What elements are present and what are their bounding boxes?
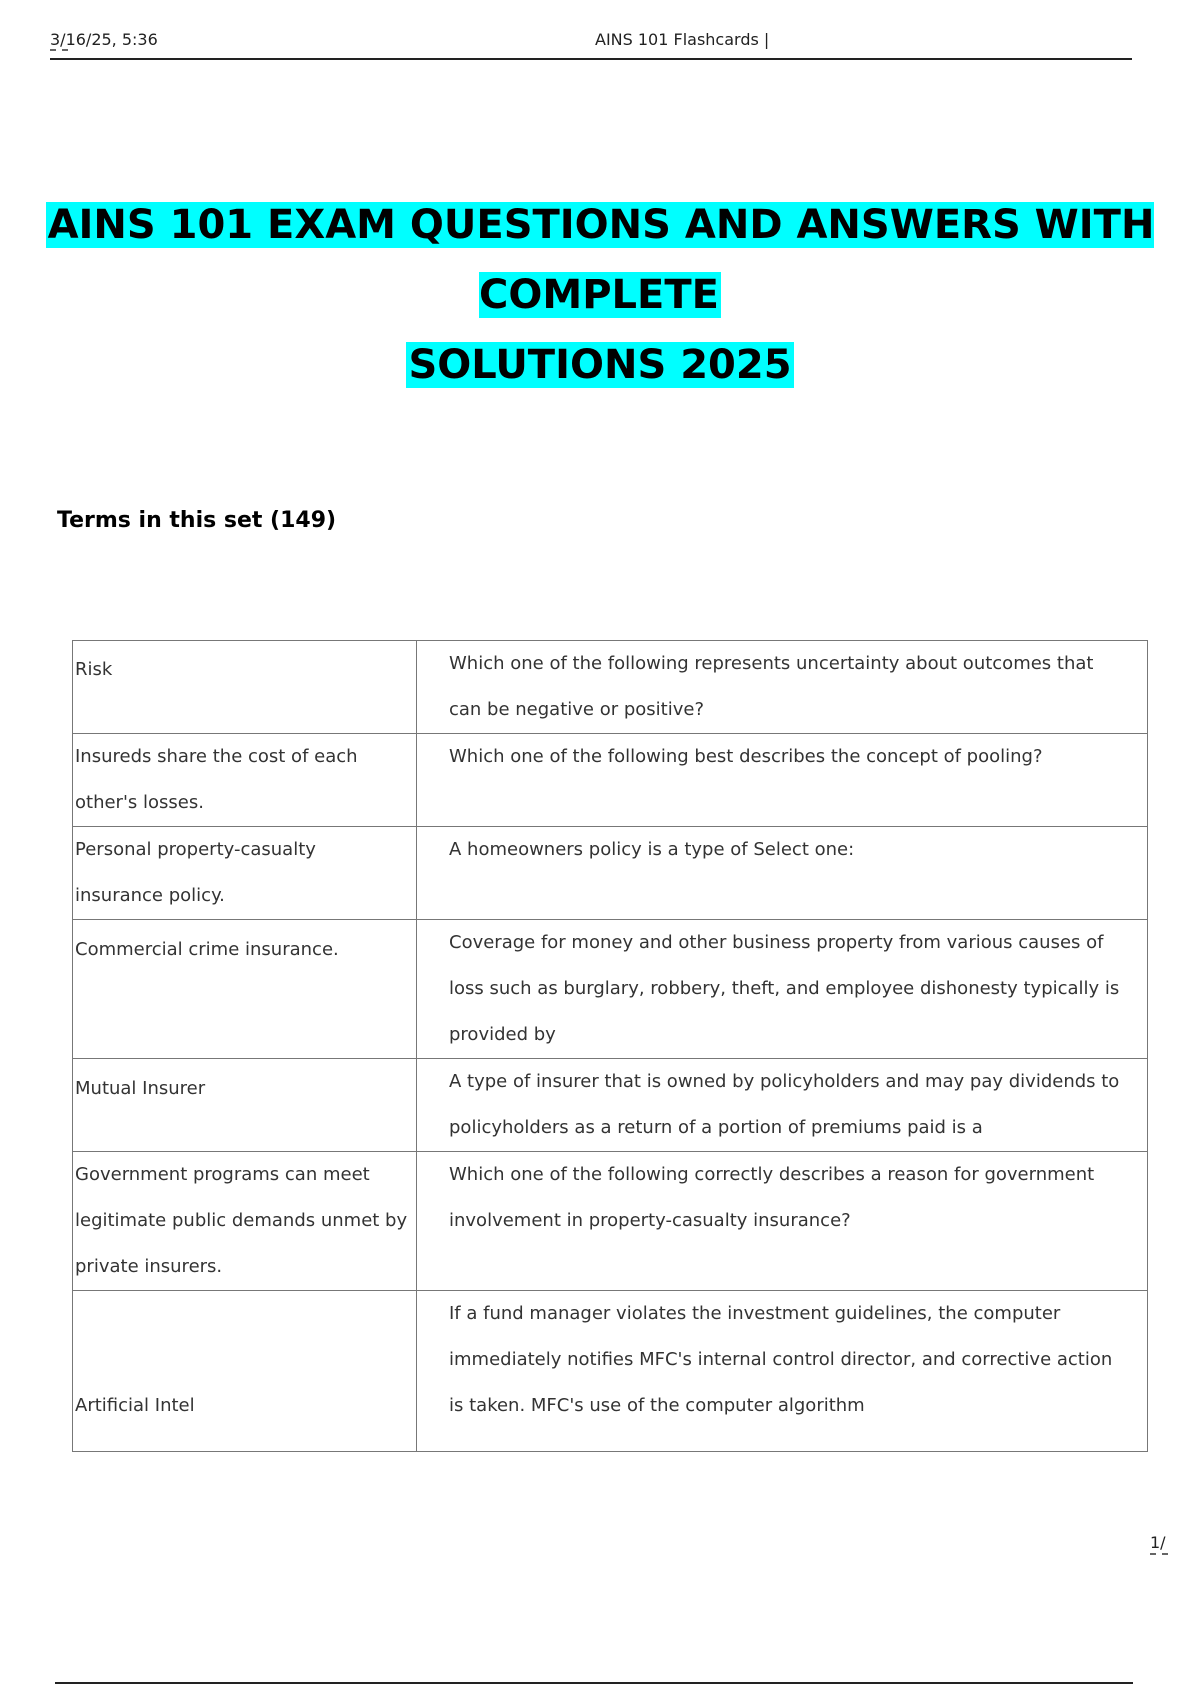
- table-row: [73, 1059, 1148, 1152]
- definition-cell: A homeowners policy is a type of Select one:: [417, 827, 1148, 920]
- table-row: [73, 1152, 1148, 1291]
- print-date: 3/16/25, 5:36: [50, 30, 158, 49]
- definition-cell: Which one of the following best describes the concept of pooling?: [417, 734, 1148, 827]
- table-row: [73, 1291, 1148, 1452]
- flashcard-table: [72, 640, 1148, 1452]
- definition-cell: Coverage for money and other business property from various causes of loss such as burglary, robbery, theft, and employee dishonesty typically is provided by: [417, 920, 1148, 1059]
- definition-cell: A type of insurer that is owned by policyholders and may pay dividends to policyholders as a return of a portion of premiums paid is a: [417, 1059, 1148, 1152]
- page-number-underline: [1150, 1553, 1168, 1555]
- title-line-1: AINS 101 EXAM QUESTIONS AND ANSWERS WITH COMPLETE: [47, 202, 1155, 318]
- page-number: 1/: [1150, 1533, 1166, 1552]
- print-title: AINS 101 Flashcards |: [595, 30, 770, 49]
- title-line-2: SOLUTIONS 2025: [408, 342, 792, 388]
- table-row: [73, 641, 1148, 734]
- date-underline: [50, 49, 68, 51]
- term-cell: Mutual Insurer: [73, 1059, 417, 1152]
- table-row: [73, 920, 1148, 1059]
- term-cell: Personal property-casualty insurance policy.: [73, 827, 417, 920]
- table-row: [73, 734, 1148, 827]
- document-title: [0, 190, 1200, 400]
- term-cell: Insureds share the cost of each other's losses.: [73, 734, 417, 827]
- definition-cell: If a fund manager violates the investment guidelines, the computer immediately notifies MFC's internal control director, and corrective action is taken. MFC's use of the computer algorithm: [417, 1291, 1148, 1452]
- term-cell: Risk: [73, 641, 417, 734]
- definition-cell: Which one of the following represents uncertainty about outcomes that can be negative or positive?: [417, 641, 1148, 734]
- page-header: [50, 28, 1132, 60]
- footer-divider: [55, 1682, 1133, 1684]
- table-row: [73, 827, 1148, 920]
- term-cell: Commercial crime insurance.: [73, 920, 417, 1059]
- definition-cell: Which one of the following correctly describes a reason for government involvement in property-casualty insurance?: [417, 1152, 1148, 1291]
- term-cell: Artificial Intel: [73, 1291, 417, 1452]
- terms-heading: Terms in this set (149): [57, 508, 337, 533]
- term-cell: Government programs can meet legitimate public demands unmet by private insurers.: [73, 1152, 417, 1291]
